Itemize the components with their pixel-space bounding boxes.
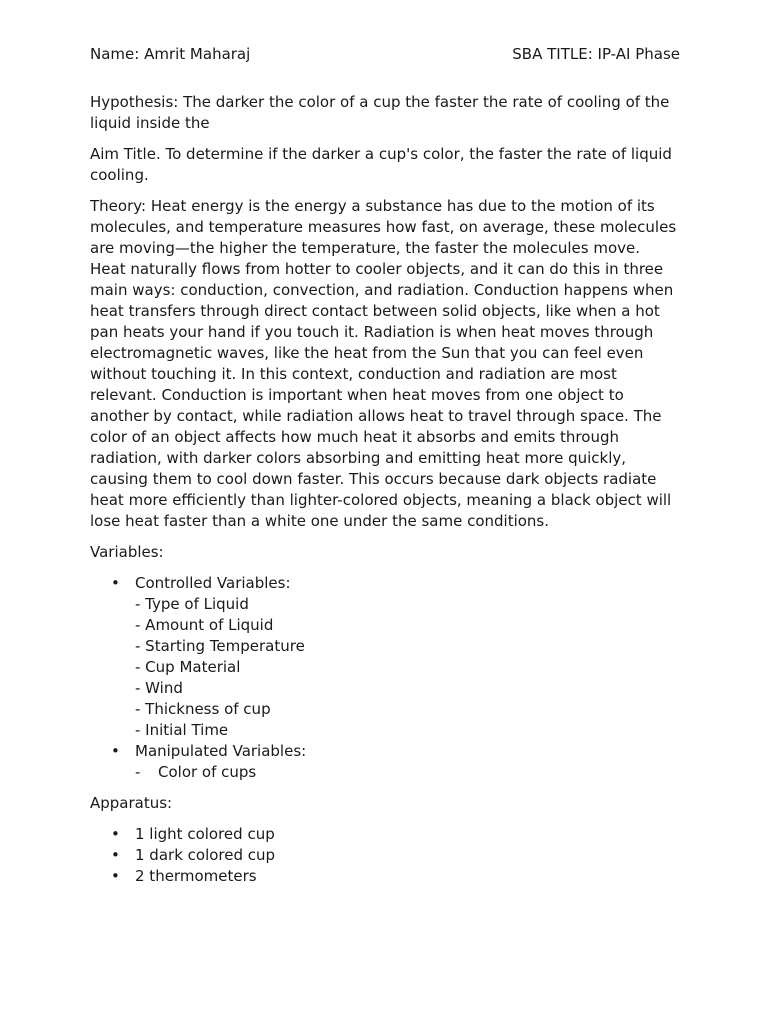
controlled-variable: - Amount of Liquid [135,616,274,634]
hypothesis-paragraph: Hypothesis: The darker the color of a cup the faster the rate of cooling of the liquid inside the [90,93,670,132]
controlled-variable: - Type of Liquid [135,595,249,613]
apparatus-list [90,824,680,887]
document-header [90,44,680,65]
controlled-variable: - Wind [135,679,183,697]
theory-paragraph: Theory: Heat energy is the energy a substance has due to the motion of its molecules, and temperature measures how fast, on average, these molecules are moving—the higher the temperature, the faster the molecules move. Heat naturally flows from hotter to cooler objects, and it can do this in three main ways: conduction, convection, and radiation. Conduction happens when heat transfers through direct contact between solid objects, like when a hot pan heats your hand if you touch it. Radiation is when heat moves through electromagnetic waves, like the heat from the Sun that you can feel even without touching it. In this context, conduction and radiation are most relevant. Conduction is important when heat moves from one object to another by contact, while radiation allows heat to travel through space. The color of an object affects how much heat it absorbs and emits through radiation, with darker colors absorbing and emitting heat more quickly, causing them to cool down faster. This occurs because dark objects radiate heat more efficiently than lighter-colored objects, meaning a black object will lose heat faster than a white one under the same conditions. [90,197,677,530]
manipulated-variables-item [111,741,680,783]
apparatus-item-text: 2 thermometers [135,867,257,885]
dash-marker: - [135,763,141,781]
controlled-variable: - Initial Time [135,721,229,739]
manipulated-variables-label: Manipulated Variables: [135,742,307,760]
variables-heading: Variables: [90,543,164,561]
controlled-variables-label: Controlled Variables: [135,574,291,592]
bullet-icon: • [111,846,120,864]
apparatus-item [111,824,680,845]
apparatus-item [111,866,680,887]
apparatus-item-text: 1 dark colored cup [135,846,276,864]
variables-list [90,573,680,783]
sba-title: SBA TITLE: IP-AI Phase [512,45,680,63]
bullet-icon: • [111,867,120,885]
controlled-variable: - Starting Temperature [135,637,305,655]
aim-paragraph: Aim Title. To determine if the darker a cup's color, the faster the rate of liquid cooling. [90,145,672,184]
controlled-variable: - Cup Material [135,658,241,676]
student-name: Name: Amrit Maharaj [90,45,251,63]
controlled-variable: - Thickness of cup [135,700,271,718]
manipulated-variable [135,762,680,783]
apparatus-item-text: 1 light colored cup [135,825,275,843]
bullet-icon: • [111,742,120,760]
bullet-icon: • [111,574,120,592]
controlled-variables-item [111,573,680,741]
apparatus-item [111,845,680,866]
manipulated-variable-text: Color of cups [158,763,257,781]
document-page [90,44,680,897]
apparatus-heading: Apparatus: [90,794,173,812]
bullet-icon: • [111,825,120,843]
